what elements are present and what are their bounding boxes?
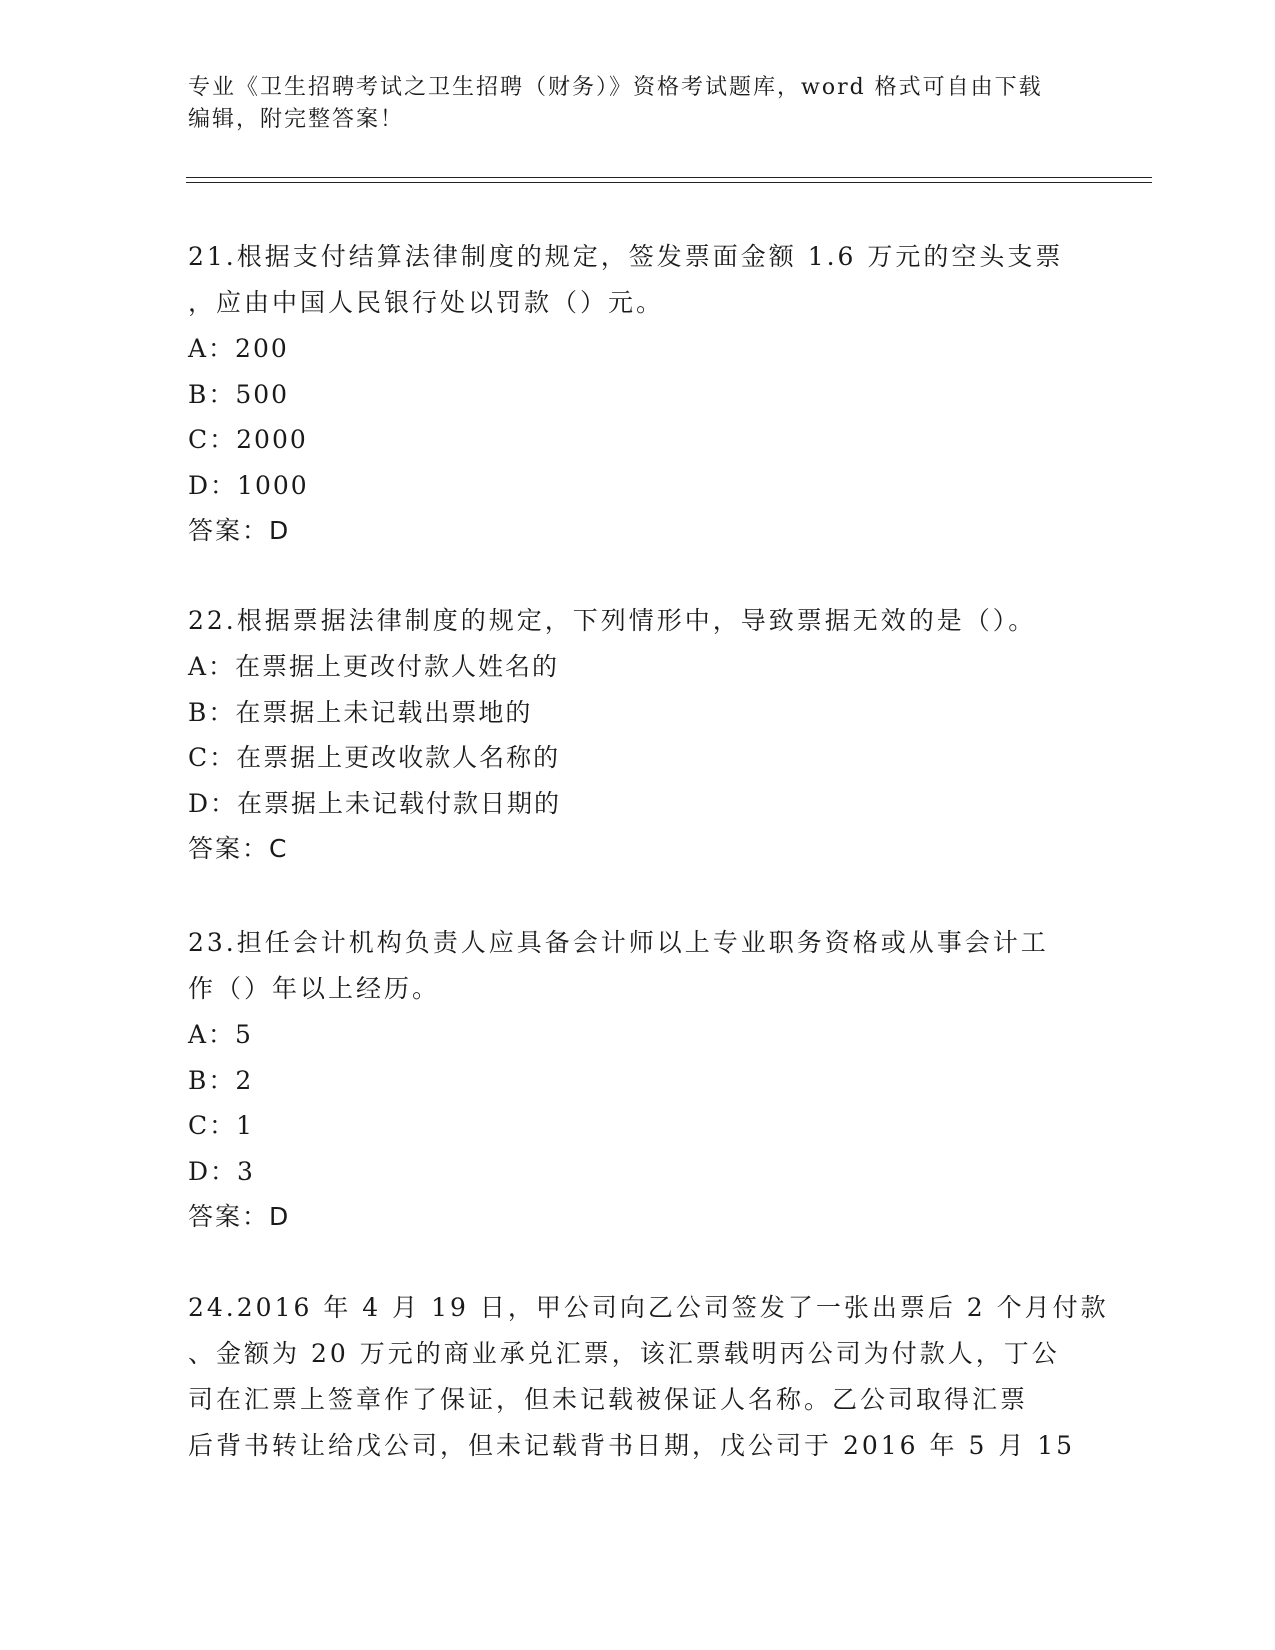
option-b: B：在票据上未记载出票地的 <box>188 697 533 727</box>
question-21 <box>188 234 1088 554</box>
option-d: D：3 <box>188 1156 255 1186</box>
question-text <box>188 1285 1109 1469</box>
header-divider-bottom <box>186 182 1152 183</box>
answer-label: 答案：D <box>188 516 291 545</box>
option-a: A：200 <box>188 334 289 363</box>
document-header <box>188 72 1088 136</box>
question-text <box>188 598 1088 644</box>
option-b: B：500 <box>188 379 290 409</box>
question-23 <box>188 920 1088 1240</box>
header-divider-top <box>186 177 1152 178</box>
option-b: B：2 <box>188 1065 254 1095</box>
option-a: A：5 <box>188 1020 253 1049</box>
option-a: A：在票据上更改付款人姓名的 <box>188 652 560 681</box>
option-d: D：1000 <box>188 470 309 500</box>
question-text <box>188 234 1088 326</box>
question-text-line: 23.担任会计机构负责人应具备会计师以上专业职务资格或从事会计工 <box>188 928 1049 957</box>
question-24 <box>188 1285 1109 1469</box>
header-line-2: 编辑，附完整答案！ <box>188 107 405 132</box>
question-text <box>188 920 1088 1012</box>
question-text-line: 作（）年以上经历。 <box>188 974 441 1003</box>
question-text-line: 司在汇票上签章作了保证，但未记载被保证人名称。乙公司取得汇票 <box>188 1385 1029 1414</box>
option-d: D：在票据上未记载付款日期的 <box>188 788 562 818</box>
question-text-line: 21.根据支付结算法律制度的规定，签发票面金额 1.6 万元的空头支票 <box>188 242 1064 271</box>
option-c: C：2000 <box>188 425 308 454</box>
answer-label: 答案：D <box>188 1202 291 1231</box>
question-text-line: 后背书转让给戊公司，但未记载背书日期，戊公司于 2016 年 5 月 15 <box>188 1431 1076 1460</box>
option-c: C：在票据上更改收款人名称的 <box>188 743 561 772</box>
question-text-line: 、金额为 20 万元的商业承兑汇票，该汇票载明丙公司为付款人，丁公 <box>188 1339 1060 1368</box>
option-c: C：1 <box>188 1111 255 1140</box>
header-line-1: 专业《卫生招聘考试之卫生招聘（财务）》资格考试题库，word 格式可自由下载 <box>188 75 1043 100</box>
question-text-line: ，应由中国人民银行处以罚款（）元。 <box>188 288 665 317</box>
question-text-line: 24.2016 年 4 月 19 日，甲公司向乙公司签发了一张出票后 2 个月付款 <box>188 1293 1109 1322</box>
question-22 <box>188 598 1088 872</box>
question-text-line: 22.根据票据法律制度的规定，下列情形中，导致票据无效的是（）。 <box>188 606 1037 635</box>
answer-label: 答案：C <box>188 834 289 863</box>
